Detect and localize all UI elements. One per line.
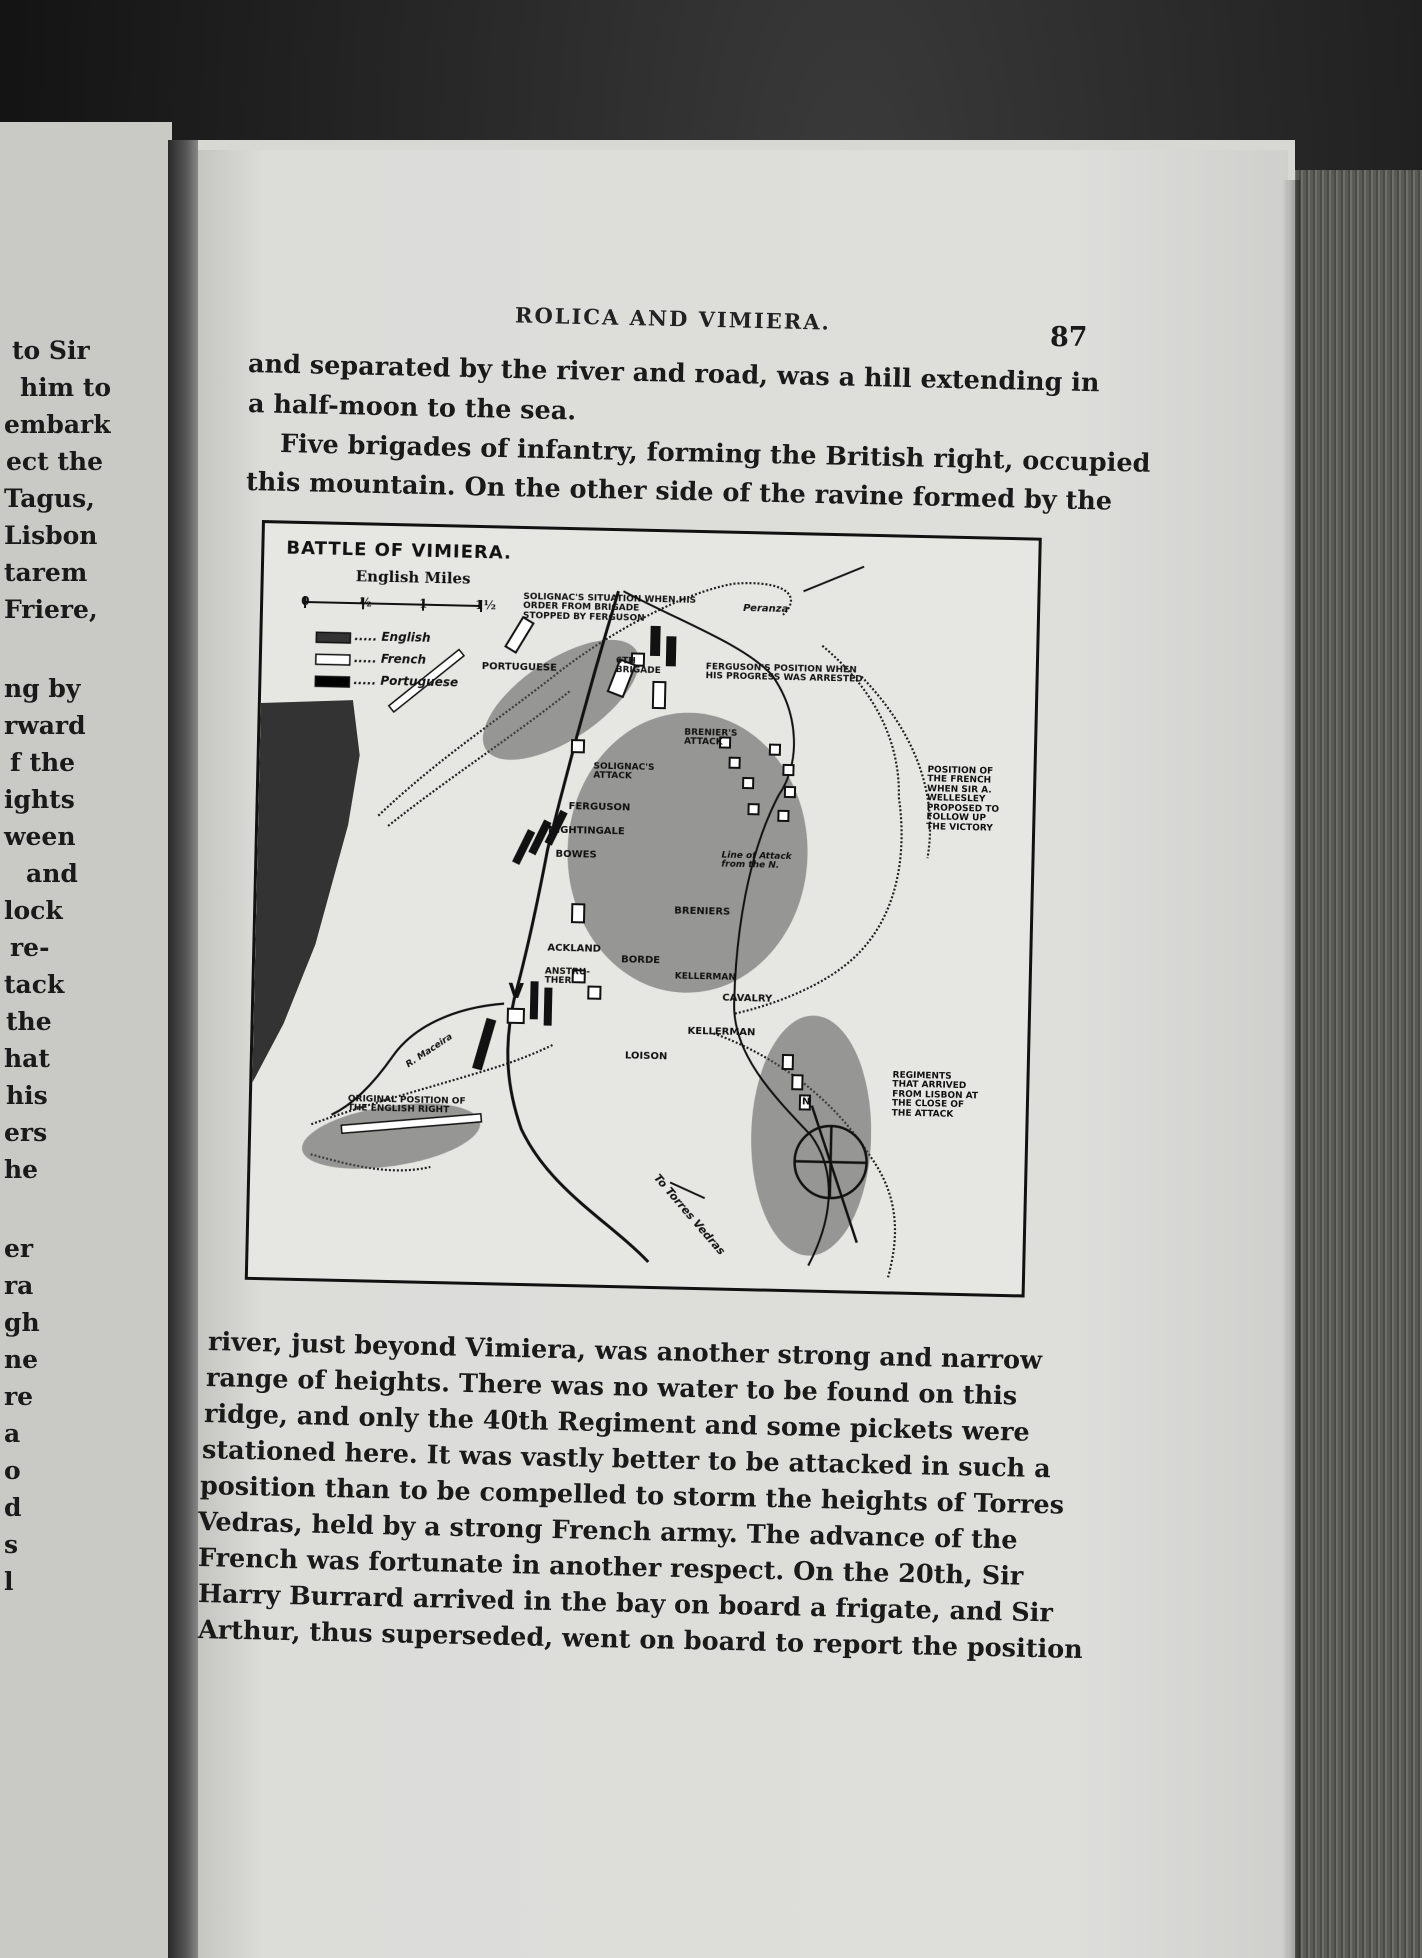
text-line: this mountain. On the other side of the ravine formed by the bbox=[245, 467, 1113, 517]
label-regiments: REGIMENTS THAT ARRIVED FROM LISBON AT THE CLOSE OF THE ATTACK bbox=[891, 1070, 979, 1120]
text-line: Five brigades of infantry, forming the British right, occupied bbox=[279, 429, 1151, 479]
text-line: French was fortunate in another respect. On the 20th, Sir bbox=[197, 1543, 1024, 1592]
left-line: a bbox=[4, 1419, 21, 1448]
left-line: s bbox=[4, 1530, 19, 1559]
arrow-peranza bbox=[804, 565, 865, 592]
label-original-position: ORIGINAL POSITION OF THE ENGLISH RIGHT bbox=[347, 1094, 466, 1116]
text-line: range of heights. There was no water to be found on this bbox=[205, 1363, 1018, 1412]
scale-title: English Miles bbox=[355, 567, 471, 588]
label-nightingale: NIGHTINGALE bbox=[547, 824, 625, 838]
text-line: stationed here. It was vastly better to be attacked in such a bbox=[201, 1435, 1052, 1485]
label-loison: LOISON bbox=[624, 1050, 668, 1063]
label-bowes: BOWES bbox=[555, 848, 597, 861]
left-line: o bbox=[4, 1456, 21, 1485]
left-line: lock bbox=[4, 896, 63, 925]
book-gutter bbox=[168, 140, 198, 1958]
sea-area bbox=[252, 698, 361, 1085]
left-line: er bbox=[4, 1234, 34, 1263]
legend-swatch-portuguese bbox=[315, 676, 349, 687]
left-line: l bbox=[4, 1567, 14, 1596]
label-ferguson-position: FERGUSON'S POSITION WHEN HIS PROGRESS WAS ARRESTED bbox=[705, 662, 863, 686]
left-line: ect the bbox=[6, 447, 104, 476]
left-line: ra bbox=[4, 1271, 34, 1300]
label-ackland: ACKLAND bbox=[547, 942, 602, 955]
label-solignac-situation: SOLIGNAC'S SITUATION WHEN HIS ORDER FROM BRIGADE STOPPED BY FERGUSON bbox=[522, 591, 697, 624]
label-cavalry: CAVALRY bbox=[722, 992, 773, 1005]
text-line: and separated by the river and road, was a hill extending in bbox=[247, 349, 1100, 399]
label-solignac-attack: SOLIGNAC'S ATTACK bbox=[593, 761, 655, 782]
left-line: rward bbox=[4, 711, 86, 740]
label-borde: BORDE bbox=[620, 954, 661, 967]
label-line-of-attack: Line of Attack from the N. bbox=[721, 850, 792, 872]
scale-tick: ½ bbox=[359, 595, 372, 610]
page-edge-shadow bbox=[1282, 180, 1300, 1958]
scale-bar bbox=[305, 602, 481, 606]
label-portuguese: PORTUGUESE bbox=[481, 661, 558, 674]
label-peranza: Peranza bbox=[742, 602, 789, 615]
left-line: tarem bbox=[4, 558, 88, 587]
left-line: he bbox=[4, 1155, 39, 1184]
text-line: river, just beyond Vimiera, was another strong and narrow bbox=[207, 1327, 1043, 1376]
text-line: Harry Burrard arrived in the bay on board a frigate, and Sir bbox=[197, 1579, 1054, 1629]
left-line: ng by bbox=[4, 674, 81, 703]
left-line: f the bbox=[10, 748, 76, 777]
label-north: N bbox=[801, 1096, 811, 1108]
left-line: gh bbox=[4, 1308, 40, 1337]
left-line: him to bbox=[20, 373, 112, 402]
left-line: hat bbox=[4, 1044, 50, 1073]
left-line: Tagus, bbox=[4, 484, 95, 513]
left-line: ne bbox=[4, 1345, 39, 1374]
left-line: ween bbox=[4, 822, 76, 851]
label-brigade: 6TH BRIGADE bbox=[615, 656, 661, 677]
legend-swatch-french bbox=[316, 654, 350, 665]
page-number: 87 bbox=[1050, 322, 1088, 353]
left-line: re bbox=[4, 1382, 34, 1411]
page-edges bbox=[1292, 170, 1422, 1958]
legend-french: ..... French bbox=[353, 651, 427, 667]
text-line: a half-moon to the sea. bbox=[247, 389, 577, 427]
left-line: Friere, bbox=[4, 595, 98, 624]
label-anstruther: ANSTRU- THER bbox=[544, 966, 591, 987]
battle-map bbox=[245, 520, 1042, 1298]
label-kellerman: KELLERMAN bbox=[687, 1025, 756, 1039]
label-breniers-attack: BRENIER'S ATTACK bbox=[683, 727, 738, 748]
text-line: position than to be compelled to storm the heights of Torres bbox=[199, 1471, 1065, 1521]
label-torres-vedras: To Torres Vedras bbox=[651, 1171, 728, 1258]
scale-tick: 1 bbox=[418, 596, 428, 611]
left-line: re- bbox=[10, 933, 50, 962]
left-line: his bbox=[6, 1081, 48, 1110]
label-ferguson: FERGUSON bbox=[568, 801, 631, 814]
left-line: ers bbox=[4, 1118, 48, 1147]
left-line: embark bbox=[4, 410, 111, 439]
left-line: and bbox=[26, 859, 78, 888]
text-line: ridge, and only the 40th Regiment and some pickets were bbox=[203, 1399, 1031, 1448]
left-line: tack bbox=[4, 970, 65, 999]
left-line: the bbox=[6, 1007, 52, 1036]
label-position-french: POSITION OF THE FRENCH WHEN SIR A. WELLESLEY PROPOSED TO FOLLOW UP THE VICTORY bbox=[926, 765, 1000, 834]
scale-tick: 0 bbox=[301, 593, 310, 609]
scale-tick: 1½ bbox=[474, 597, 497, 613]
text-line: Arthur, thus superseded, went on board to report the position bbox=[197, 1615, 1084, 1666]
legend-english: ..... English bbox=[354, 629, 431, 645]
text-line: Vedras, held by a strong French army. The advance of the bbox=[197, 1507, 1018, 1556]
label-kellerman-hq: KELLERMAN bbox=[674, 971, 736, 983]
label-vimiera: V bbox=[508, 978, 525, 1004]
legend-portuguese: ..... Portuguese bbox=[353, 673, 459, 690]
left-line: d bbox=[4, 1493, 22, 1522]
label-breniers: BRENIERS bbox=[674, 905, 731, 918]
legend-swatch-english bbox=[316, 632, 350, 643]
running-title: ROLICA AND VIMIERA. bbox=[514, 302, 832, 335]
map-title: BATTLE OF VIMIERA. bbox=[286, 537, 513, 564]
left-line: to Sir bbox=[12, 336, 90, 365]
left-line: Lisbon bbox=[4, 521, 98, 550]
label-maceira: R. Maceira bbox=[404, 1032, 455, 1071]
left-line: ights bbox=[4, 785, 75, 814]
